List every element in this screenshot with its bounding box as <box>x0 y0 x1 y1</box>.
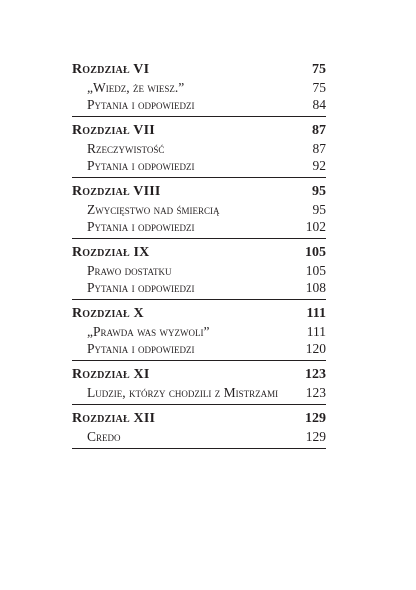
toc-entry[interactable] <box>72 428 326 445</box>
entry-title: Ludzie, którzy chodzili z Mistrzami <box>87 385 279 400</box>
chapter-page-number: 87 <box>312 123 326 138</box>
toc-entry[interactable] <box>72 218 326 235</box>
toc-entry[interactable] <box>72 96 326 113</box>
chapter-8 <box>72 183 326 239</box>
entry-page-number: 129 <box>305 429 326 444</box>
chapter-page-number: 111 <box>306 306 326 321</box>
chapter-heading[interactable] <box>72 410 326 428</box>
toc-entry[interactable] <box>72 384 326 401</box>
toc-entry[interactable] <box>72 79 326 96</box>
toc-entry[interactable] <box>72 262 326 279</box>
entry-title: Rzeczywistość <box>87 141 165 156</box>
entry-title: Pytania i odpowiedzi <box>87 280 195 295</box>
entry-page-number: 105 <box>305 263 326 278</box>
entry-page-number: 87 <box>312 141 326 156</box>
chapter-12 <box>72 410 326 449</box>
chapter-title: Rozdział X <box>72 306 144 321</box>
entry-title: Pytania i odpowiedzi <box>87 97 195 112</box>
entry-page-number: 84 <box>312 97 326 112</box>
chapter-title: Rozdział XI <box>72 367 150 382</box>
entry-title: Pytania i odpowiedzi <box>87 158 195 173</box>
chapter-7 <box>72 122 326 178</box>
chapter-heading[interactable] <box>72 122 326 140</box>
entry-title: „Prawda was wyzwoli” <box>87 324 210 339</box>
toc-entry[interactable] <box>72 157 326 174</box>
chapter-page-number: 123 <box>305 367 326 382</box>
toc-entry[interactable] <box>72 323 326 340</box>
entry-title: Pytania i odpowiedzi <box>87 341 195 356</box>
entry-title: Pytania i odpowiedzi <box>87 219 195 234</box>
entry-page-number: 102 <box>305 219 326 234</box>
chapter-11 <box>72 366 326 405</box>
entry-page-number: 120 <box>305 341 326 356</box>
chapter-page-number: 129 <box>305 411 326 426</box>
chapter-title: Rozdział VII <box>72 123 155 138</box>
chapter-title: Rozdział IX <box>72 245 150 260</box>
toc-entry[interactable] <box>72 201 326 218</box>
chapter-title: Rozdział XII <box>72 411 156 426</box>
chapter-heading[interactable] <box>72 244 326 262</box>
entry-title: Credo <box>87 429 121 444</box>
toc-entry[interactable] <box>72 340 326 357</box>
entry-page-number: 95 <box>312 202 326 217</box>
entry-page-number: 75 <box>312 80 326 95</box>
toc-entry[interactable] <box>72 279 326 296</box>
chapter-heading[interactable] <box>72 366 326 384</box>
chapter-heading[interactable] <box>72 61 326 79</box>
chapter-10 <box>72 305 326 361</box>
entry-title: Prawo dostatku <box>87 263 172 278</box>
entry-page-number: 123 <box>305 385 326 400</box>
entry-page-number: 111 <box>306 324 326 339</box>
entry-page-number: 108 <box>305 280 326 295</box>
chapter-9 <box>72 244 326 300</box>
table-of-contents <box>72 61 326 449</box>
chapter-6 <box>72 61 326 117</box>
entry-title: Zwycięstwo nad śmiercią <box>87 202 220 217</box>
toc-entry[interactable] <box>72 140 326 157</box>
chapter-heading[interactable] <box>72 183 326 201</box>
chapter-page-number: 105 <box>305 245 326 260</box>
chapter-title: Rozdział VIII <box>72 184 161 199</box>
chapter-heading[interactable] <box>72 305 326 323</box>
chapter-page-number: 95 <box>312 184 326 199</box>
chapter-title: Rozdział VI <box>72 62 150 77</box>
entry-title: „Wiedz, że wiesz.” <box>87 80 185 95</box>
chapter-page-number: 75 <box>312 62 326 77</box>
entry-page-number: 92 <box>312 158 326 173</box>
